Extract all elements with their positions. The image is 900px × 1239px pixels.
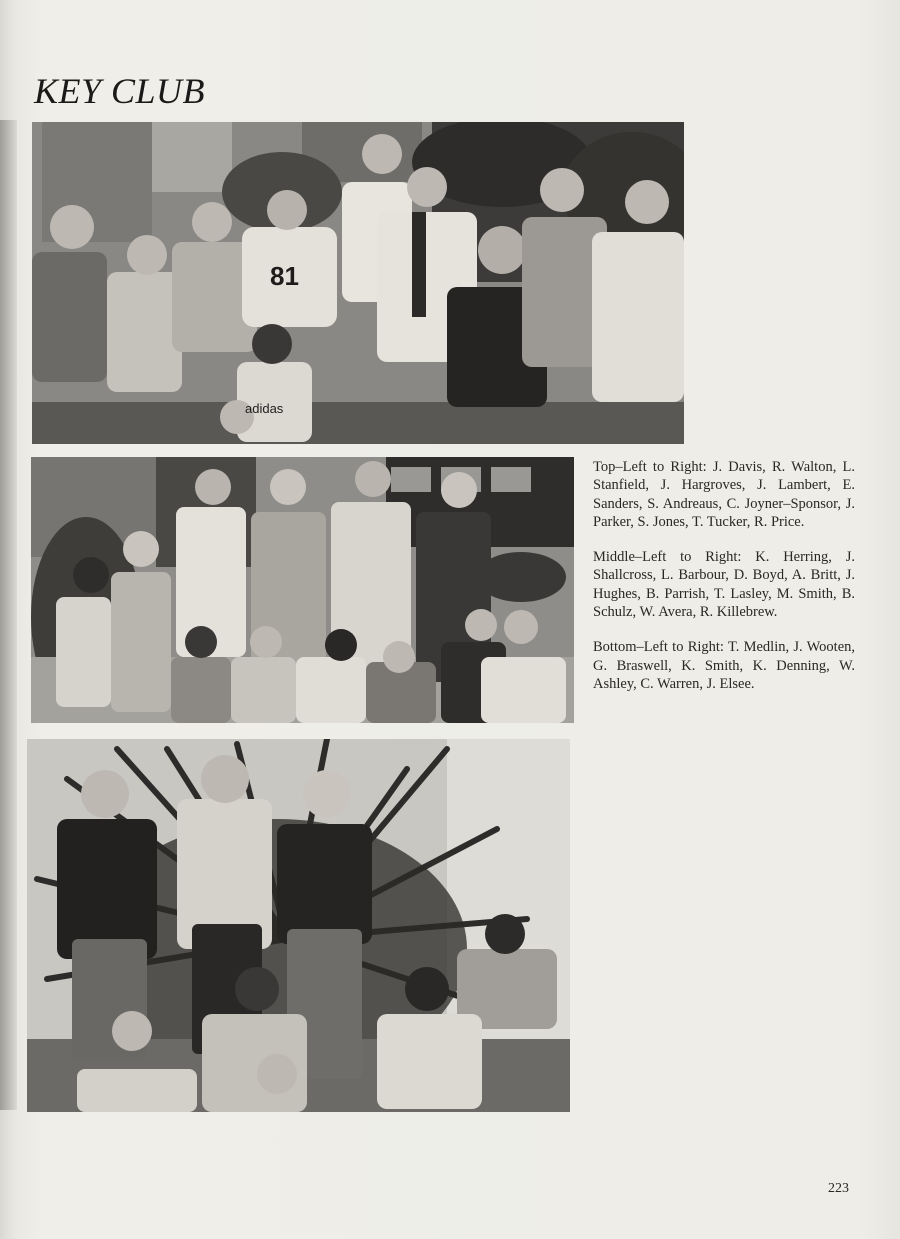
photo-captions [593, 458, 855, 710]
caption-bottom: Bottom–Left to Right: T. Medlin, J. Wooten, G. Braswell, K. Smith, K. Denning, W. Ashley, C. Warren, J. Elsee. [593, 639, 855, 692]
page-number: 223 [828, 1181, 849, 1196]
photo-bottom-illustration [27, 739, 570, 1112]
photo-middle-group [31, 457, 574, 723]
binding-shadow [0, 120, 17, 1110]
jersey-number: 81 [270, 261, 299, 291]
shirt-logo: adidas [245, 401, 284, 416]
photo-top-group [32, 122, 684, 444]
photo-middle-illustration [31, 457, 574, 723]
photo-bottom-group [27, 739, 570, 1112]
page-title: KEY CLUB [34, 71, 206, 111]
caption-middle: Middle–Left to Right: K. Herring, J. Shallcross, L. Barbour, D. Boyd, A. Britt, J. Hughes, B. Parrish, T. Lasley, M. Smith, B. Schulz, W. Avera, R. Killebrew. [593, 549, 855, 621]
caption-top: Top–Left to Right: J. Davis, R. Walton, L. Stanfield, J. Hargroves, J. Lambert, E. Sanders, S. Andreaus, C. Joyner–Sponsor, J. Parker, S. Jones, T. Tucker, R. Price. [593, 459, 855, 530]
photo-top-illustration [32, 122, 684, 444]
